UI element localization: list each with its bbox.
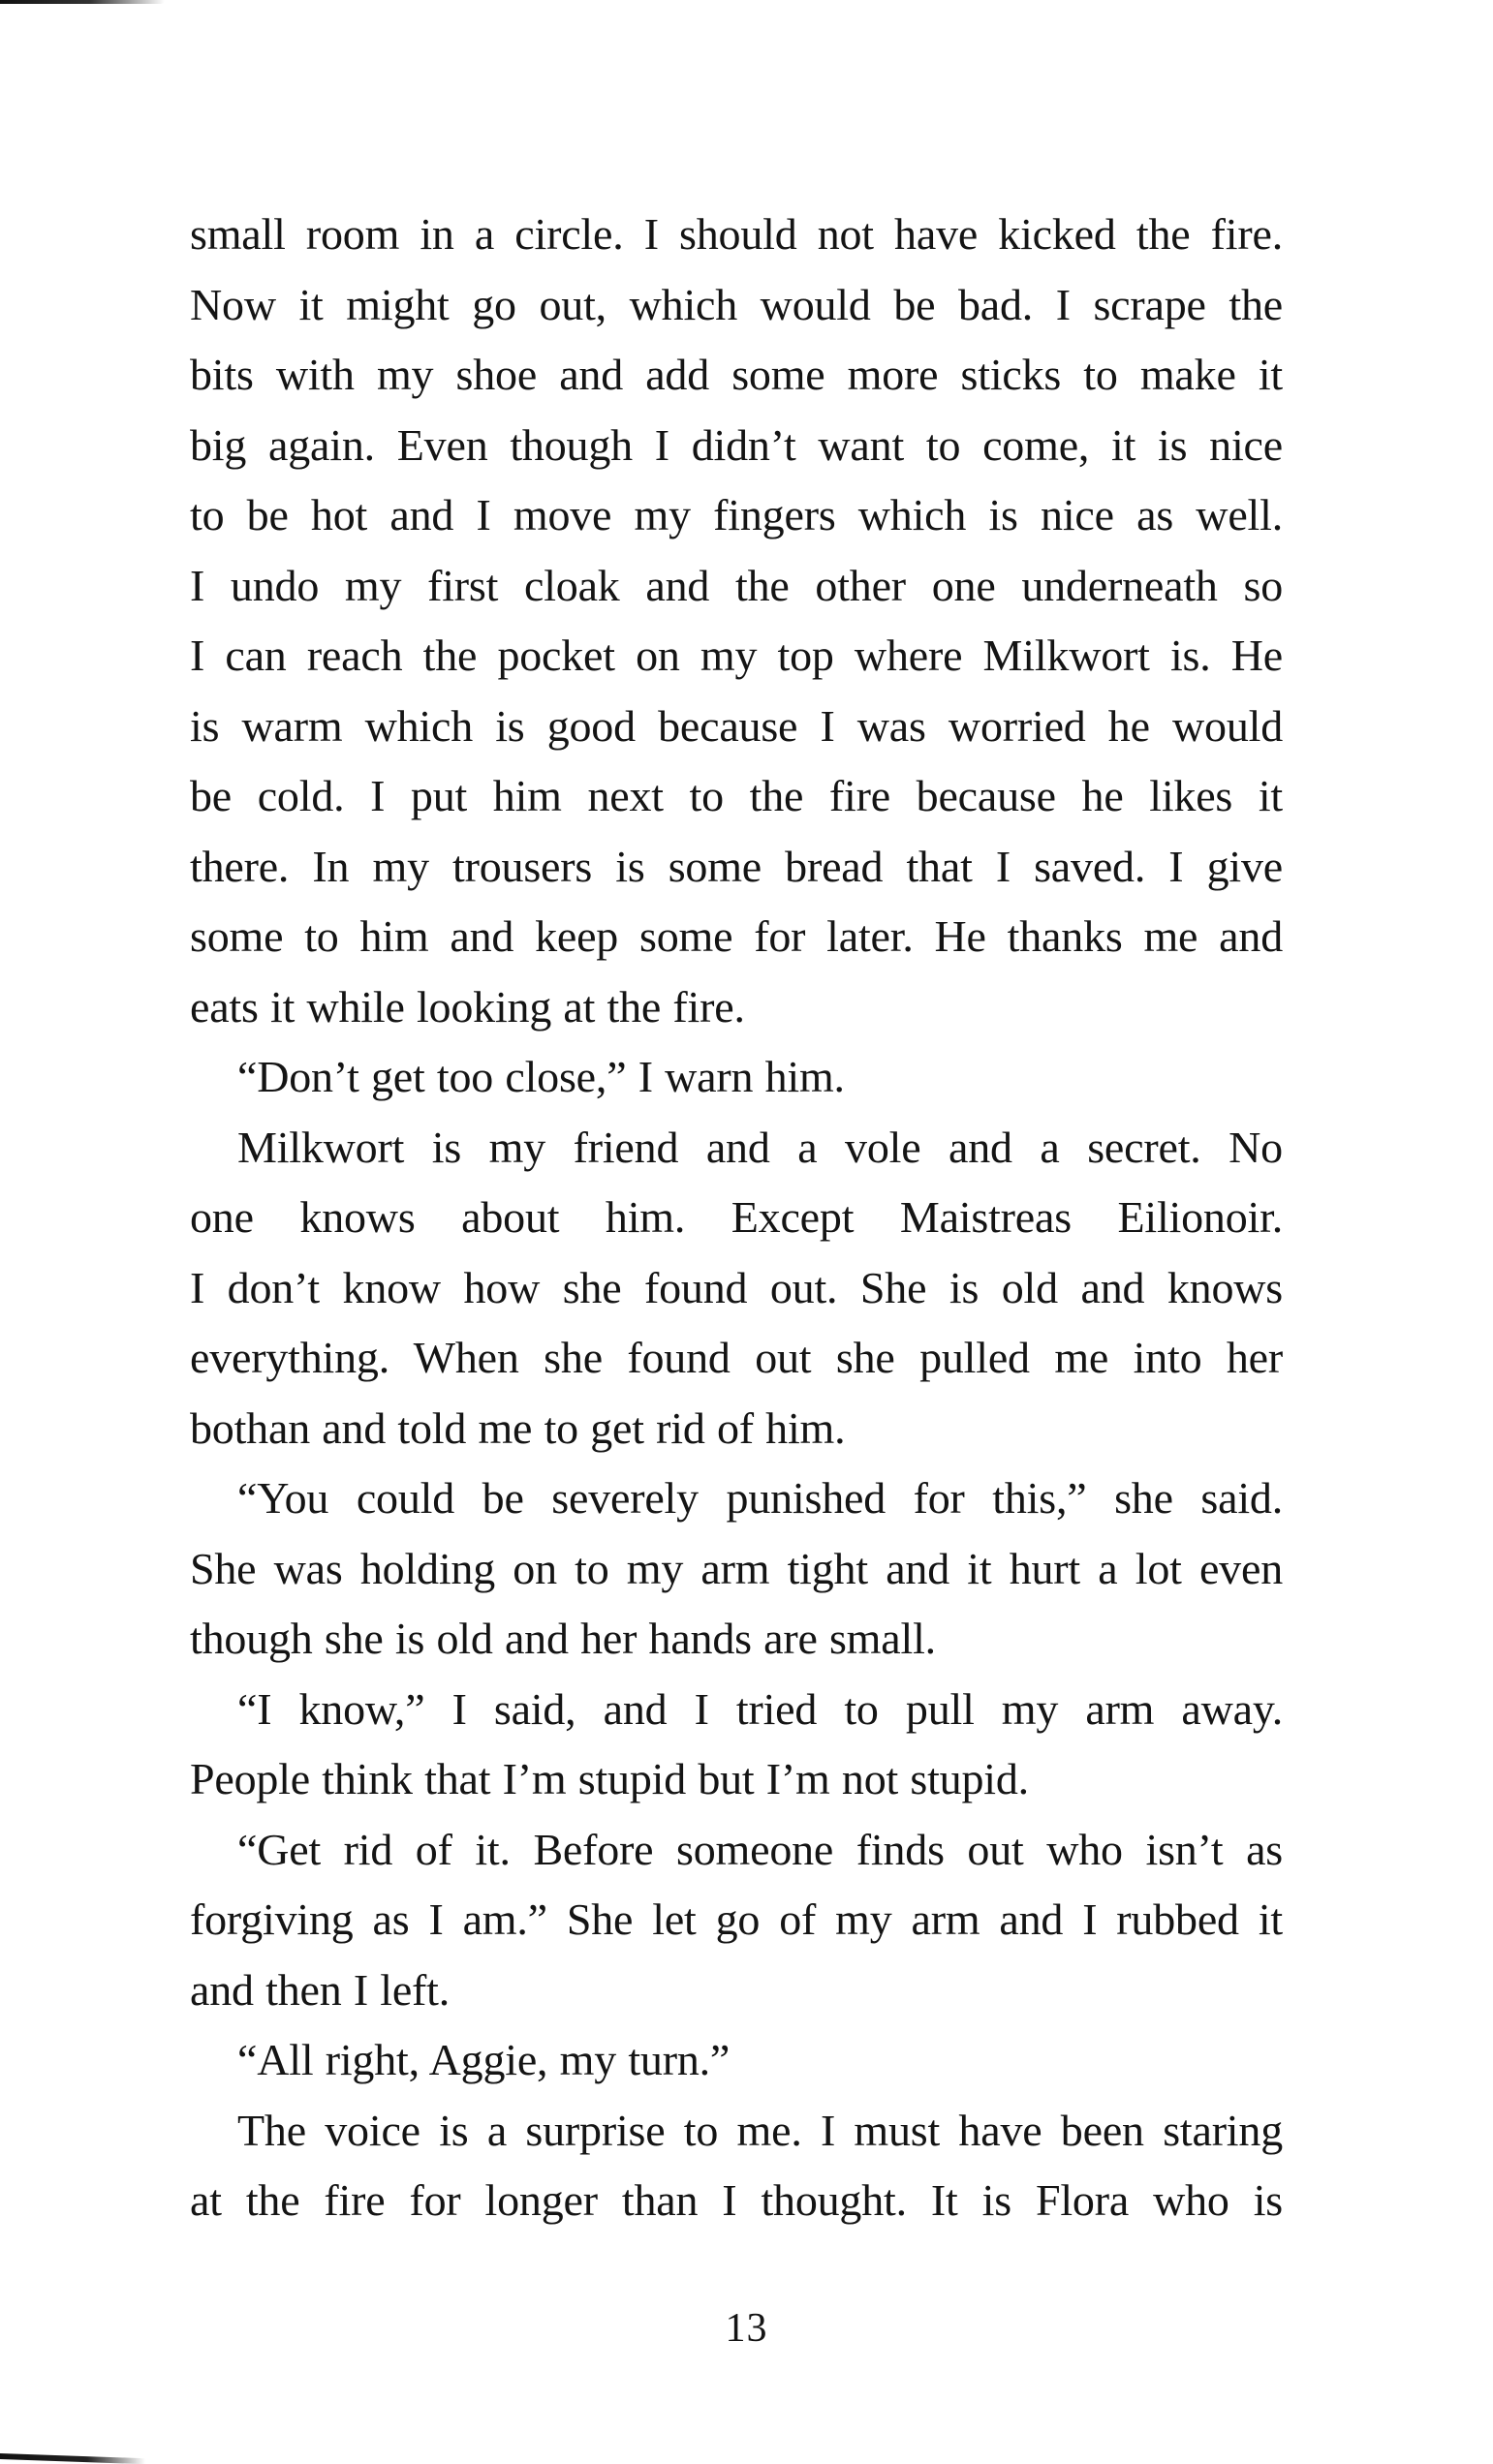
paragraph-6	[190, 1815, 1283, 2026]
text-line: is warm which is good because I was worried he would	[190, 700, 1283, 751]
text-line: and then I left.	[190, 1964, 451, 2015]
text-line: be cold. I put him next to the fire because he likes it	[190, 771, 1283, 820]
text-line: to be hot and I move my fingers which is nice as well.	[190, 490, 1283, 539]
text-line: everything. When she found out she pulled me into her	[190, 1333, 1283, 1382]
text-line: Now it might go out, which would be bad. I scrape the	[190, 279, 1283, 329]
scan-edge-top	[0, 0, 165, 4]
book-page-text	[190, 200, 1283, 2236]
paragraph-2	[190, 1042, 1283, 1113]
paragraph-3	[190, 1113, 1283, 1464]
text-line: She was holding on to my arm tight and it hurt a lot even	[190, 1543, 1283, 1593]
text-line: I undo my first cloak and the other one underneath so	[190, 560, 1283, 610]
text-line: The voice is a surprise to me. I must have been staring	[237, 2105, 1283, 2155]
text-line: big again. Even though I didn’t want to come, it is nice	[190, 419, 1283, 470]
text-line: “Get rid of it. Before someone finds out who isn’t as	[237, 1824, 1283, 1874]
text-line: some to him and keep some for later. He thanks me and	[190, 911, 1283, 961]
text-line: I can reach the pocket on my top where Milkwort is. He	[190, 631, 1283, 680]
paragraph-4	[190, 1463, 1283, 1675]
paragraph-8	[190, 2096, 1283, 2236]
paragraph-7	[190, 2025, 1283, 2096]
text-line: forgiving as I am.” She let go of my arm and I rubbed it	[190, 1894, 1283, 1944]
text-line: People think that I’m stupid but I’m not stupid.	[190, 1754, 1029, 1803]
text-line: though she is old and her hands are small.	[190, 1614, 936, 1663]
text-line: Milkwort is my friend and a vole and a secret. No	[237, 1122, 1283, 1172]
text-line: bothan and told me to get rid of him.	[190, 1402, 846, 1453]
paragraph-1	[190, 200, 1283, 1042]
text-line: at the fire for longer than I thought. It is Flora who is	[190, 2175, 1283, 2225]
text-line: bits with my shoe and add some more sticks to make it	[190, 350, 1283, 399]
text-line: small room in a circle. I should not have kicked the fire.	[190, 209, 1283, 259]
page-number: 13	[725, 2306, 768, 2351]
text-line: “All right, Aggie, my turn.”	[237, 2035, 731, 2084]
text-line: eats it while looking at the fire.	[190, 981, 745, 1032]
text-line: one knows about him. Except Maistreas Eilionoir.	[190, 1192, 1283, 1242]
text-line: there. In my trousers is some bread that I saved. I give	[190, 841, 1283, 891]
text-line: “I know,” I said, and I tried to pull my arm away.	[237, 1683, 1283, 1734]
text-line: I don’t know how she found out. She is old and knows	[190, 1262, 1283, 1312]
paragraph-5	[190, 1675, 1283, 1815]
text-line: “Don’t get too close,” I warn him.	[237, 1052, 845, 1101]
text-line: “You could be severely punished for this,” she said.	[237, 1473, 1283, 1523]
